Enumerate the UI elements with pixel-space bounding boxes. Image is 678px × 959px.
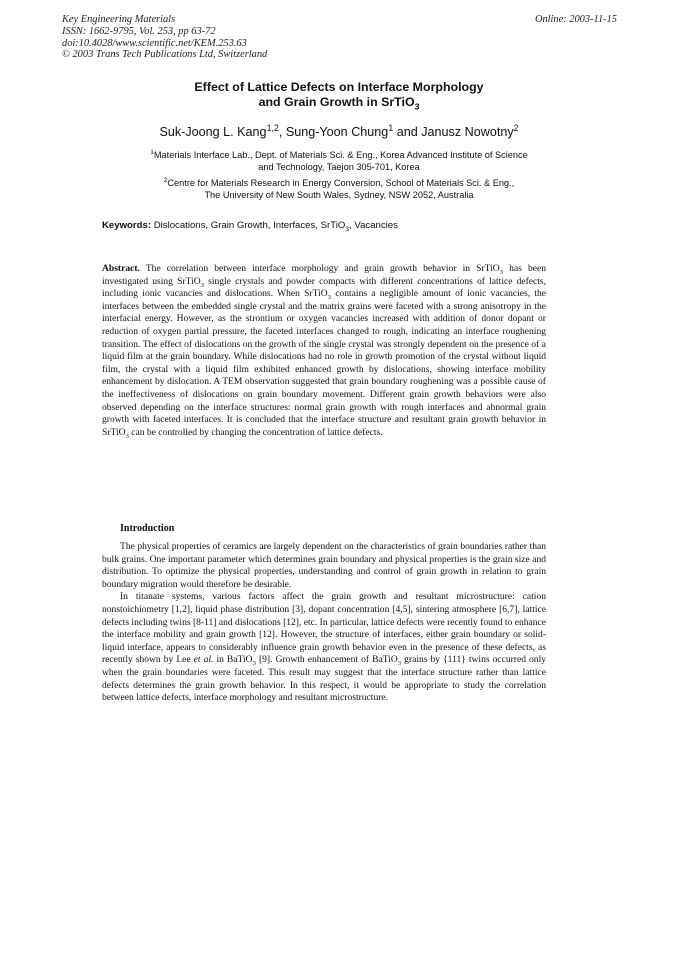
title-line-2: and Grain Growth in SrTiO$_3$ [258, 95, 420, 112]
keywords-label: Keywords: [102, 220, 152, 231]
title-line-1: Effect of Lattice Defects on Interface Morphology [194, 80, 484, 94]
introduction-body [102, 541, 546, 705]
paragraph: The physical properties of ceramics are largely dependent on the characteristics of grain boundaries rather than bulk grains. One important parameter which determines grain boundary and physical properties is the grain size and distribution. To optimize the physical properties, understanding and control of grain growth in relation to grain boundary migration would therefore be desirable. [102, 541, 546, 590]
paragraph: In titanate systems, various factors affect the grain growth and resultant microstructure: cation nonstoichiometry [1,2], liquid phase distribution [3], dopant concentration [4,5], sintering atmosphere [6,7], lattice defects including twins [8-11] and dislocations [12], etc. In particular, lattice defects were recently found to enhance the interface mobility and grain growth [12]. However, the structure of interfaces, either grain boundary or solid-liquid interface, appears to considerably influence grain growth behavior even in the presence of these defects, as recently shown by Lee et al. in BaTiO$_3$ [9]. Growth enhancement of BaTiO$_3$ grains by {111} twins occurred only when the grain boundaries were faceted. This result may suggest that the interface structure rather than lattice defects determines the grain growth behavior. In this respect, it would be appropriate to study the correlation between lattice defects, interface morphology and resultant microstructure. [102, 591, 547, 704]
author-name: Janusz Nowotny [421, 125, 514, 139]
affiliation-1: $^1$Materials Interface Lab., Dept. of Materials Sci. & Eng., Korea Advanced Institute of Science and Technology, Taejon 305-701, Korea [150, 148, 528, 172]
issn-line: ISSN: 1662-9795, Vol. 253, pp 63-72 [62, 25, 216, 37]
author-list: Suk-Joong L. Kang$^{1,2}$, Sung-Yoon Chung$^1$ and Janusz Nowotny$^2$ [159, 122, 519, 139]
keywords-line: Keywords: Dislocations, Grain Growth, Interfaces, SrTiO$_3$, Vacancies [102, 220, 398, 233]
author-name: Sung-Yoon Chung [285, 125, 389, 139]
author-name: Suk-Joong L. Kang [159, 125, 267, 139]
online-date: Online: 2003-11-15 [534, 14, 617, 25]
doi-line: doi:10.4028/www.scientific.net/KEM.253.63 [62, 37, 247, 49]
paper-title [0, 80, 678, 110]
abstract: Abstract. The correlation between interface morphology and grain growth behavior in SrTiO$_3$ has been investigated using SrTiO$_3$ single crystals and powder compacts with different concentrations of lattice defects, including ionic vacancies and dislocations. When SrTiO$_3$ contains a negligible amount of ionic vacancies, the interfaces between the embedded single crystal and the matrix grains were faceted with a strong anisotropy in the interfacial energy. However, as the strontium or oxygen vacancies increased with addition of donor dopant or reduction of oxygen partial pressure, the faceted interfaces changed to rough, indicating an interface roughening transition. The effect of dislocations on the growth of the single crystal was strongly dependent on the presence of a liquid film at the grain boundary. While dislocations had no role in growth promotion of the crystal without liquid film, the crystal with a liquid film exhibited enhanced growth by dislocations, showing interface mobility enhancement by dislocation. A TEM observation suggested that grain boundary roughening was a possible cause of the ineffectiveness of dislocations on grain boundary movement. Different grain growth behaviors were also observed depending on the interface structures: normal grain growth with rough interfaces and abnormal grain growth with faceted interfaces. It is concluded that the interface structure and resultant grain growth behavior in SrTiO$_3$ can be controlled by changing the concentration of lattice defects. [102, 263, 547, 440]
abstract-label: Abstract. [102, 263, 140, 274]
affiliation-2: $^2$Centre for Materials Research in Energy Conversion, School of Materials Sci. & Eng., The University of New South Wales, Sydney, NSW 2052, Australia [163, 176, 515, 200]
publication-info [62, 14, 267, 61]
author-affil-mark: 1 [388, 122, 394, 133]
author-affil-mark: 1,2 [266, 122, 279, 133]
author-affil-mark: 2 [513, 122, 519, 133]
journal-name: Key Engineering Materials [62, 14, 176, 25]
section-heading-introduction: Introduction [120, 523, 175, 534]
copyright-line: © 2003 Trans Tech Publications Ltd, Switzerland [62, 49, 268, 61]
